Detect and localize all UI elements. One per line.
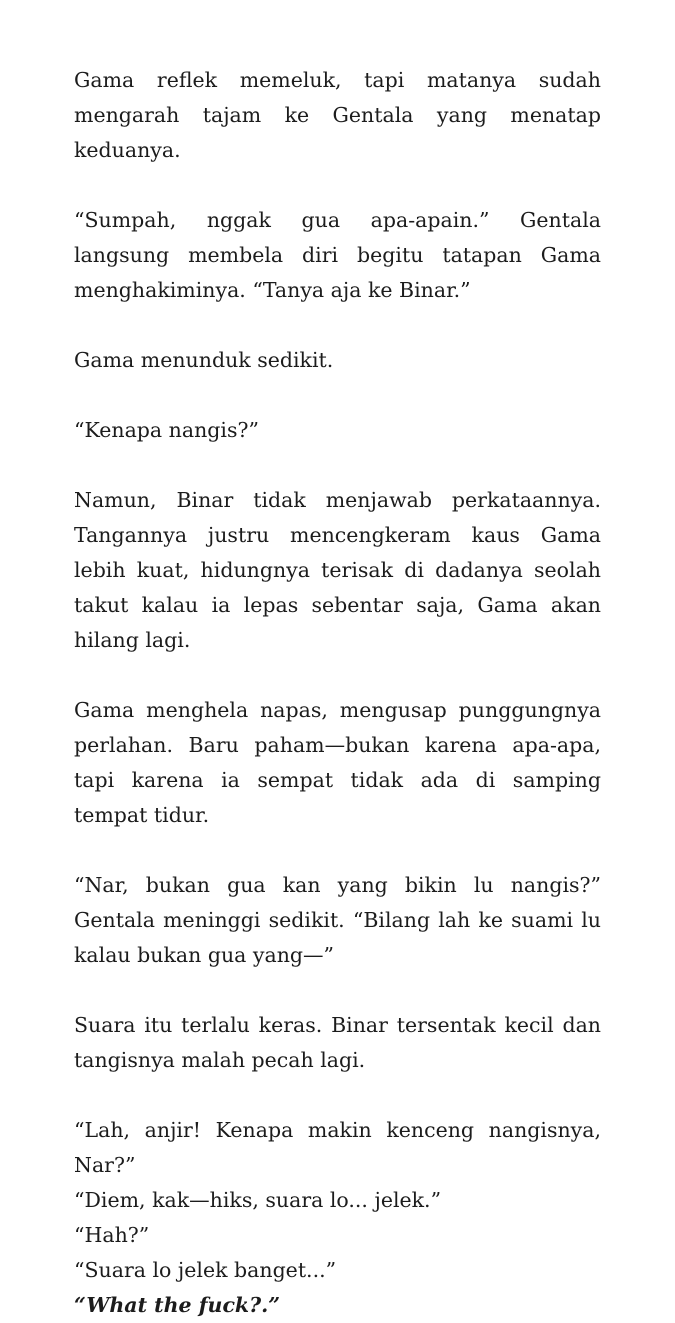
paragraph-8: Suara itu terlalu keras. Binar tersentak kecil dan tangisnya malah pecah lagi. xyxy=(74,1013,601,1072)
story-page xyxy=(74,63,601,1323)
dialogue-line-2: “Diem, kak—hiks, suara lo... jelek.” xyxy=(74,1188,442,1212)
dialogue-block xyxy=(74,1113,601,1323)
paragraph-4: “Kenapa nangis?” xyxy=(74,418,259,442)
dialogue-line-3: “Hah?” xyxy=(74,1223,150,1247)
dialogue-line-4: “Suara lo jelek banget...” xyxy=(74,1258,337,1282)
paragraph-7: “Nar, bukan gua kan yang bikin lu nangis?” Gentala meninggi sedikit. “Bilang lah ke suami lu kalau bukan gua yang—” xyxy=(74,873,601,967)
dialogue-line-1: “Lah, anjir! Kenapa makin kenceng nangisnya, Nar?” xyxy=(74,1118,601,1177)
paragraph-1: Gama reflek memeluk, tapi matanya sudah mengarah tajam ke Gentala yang menatap keduanya. xyxy=(74,68,601,162)
paragraph-5: Namun, Binar tidak menjawab perkataannya. Tangannya justru mencengkeram kaus Gama lebih kuat, hidungnya terisak di dadanya seolah takut kalau ia lepas sebentar saja, Gama akan hilang lagi. xyxy=(74,488,601,652)
final-italic-line: “What the fuck?.” xyxy=(74,1293,281,1317)
paragraph-3: Gama menunduk sedikit. xyxy=(74,348,334,372)
paragraph-2: “Sumpah, nggak gua apa-apain.” Gentala langsung membela diri begitu tatapan Gama menghakiminya. “Tanya aja ke Binar.” xyxy=(74,208,601,302)
paragraph-6: Gama menghela napas, mengusap punggungnya perlahan. Baru paham—bukan karena apa-apa, tapi karena ia sempat tidak ada di samping tempat tidur. xyxy=(74,698,601,827)
